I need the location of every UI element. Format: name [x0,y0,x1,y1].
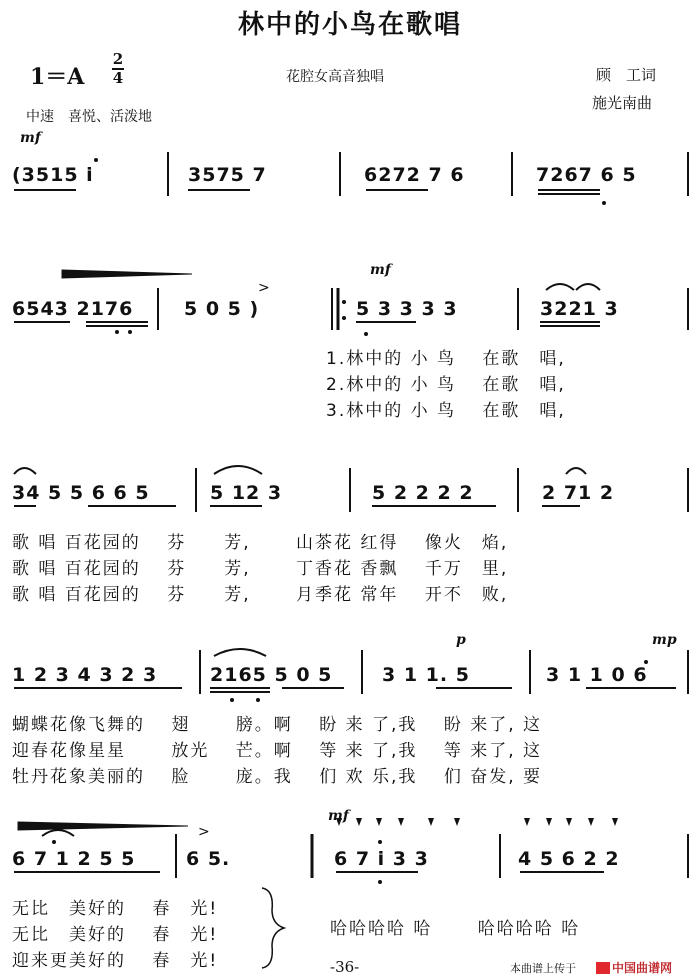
brand-icon [596,962,610,974]
measure-2-2: 5 0 5 ) [184,298,260,320]
measure-1-3: 6272 7 6 [364,164,465,186]
dynamic-marking: p [456,632,466,648]
dynamic-marking: mf [370,262,391,278]
measure-1-1: (3515 i [12,164,94,186]
measure-4-4: 3 1 1 0 6 [546,664,648,686]
verse-3-line-a: 3.林中的 小 鸟 在歌 唱, [326,401,566,421]
lyricist-credit: 顾 工词 [596,66,657,84]
genre-label: 花腔女高音独唱 [286,69,384,85]
measure-3-4: 2 71 2 [542,482,615,504]
measure-3-1: 34 5 5 6 6 5 [12,482,150,504]
refrain-lyrics: 哈哈哈哈 哈 哈哈哈哈 哈 [330,919,581,939]
time-signature-top: 2 [112,50,124,68]
measure-5-4: 4 5 6 2 2 [518,848,620,870]
footer-upload-note: 本曲谱上传于 [510,962,576,975]
verse-2-line-a: 2.林中的 小 鸟 在歌 唱, [326,375,566,395]
measure-4-1: 1 2 3 4 3 2 3 [12,664,158,686]
measure-2-3: 5 3 3 3 3 [356,298,458,320]
dynamic-marking: mp [652,632,677,648]
measure-3-3: 5 2 2 2 2 [372,482,474,504]
brand-logo[interactable] [596,957,672,976]
time-signature-bottom: 4 [112,69,124,87]
dynamic-marking: mf [328,808,349,824]
measure-5-3: 6 7 i 3 3 [334,848,429,870]
verse-2-line-c: 迎春花像星星 放光 芒。啊 等 来 了,我 等 来了, 这 [12,741,543,761]
verse-1-line-d: 无比 美好的 春 光! [12,899,219,919]
verse-1-line-a: 1.林中的 小 鸟 在歌 唱, [326,349,566,369]
measure-5-1: 6 7 1 2 5 5 [12,848,136,870]
measure-3-2: 5 12 3 [210,482,283,504]
measure-2-4: 3221 3 [540,298,619,320]
verse-1-line-b: 歌 唱 百花园的 芬 芳, 山茶花 红得 像火 焰, [12,533,509,553]
brand-name: 中国曲谱网 [612,961,673,975]
verse-1-line-c: 蝴蝶花像飞舞的 翅 膀。啊 盼 来 了,我 盼 来了, 这 [12,715,543,735]
key-signature: 1＝A [30,64,85,90]
verse-2-line-d: 无比 美好的 春 光! [12,925,219,945]
measure-5-2: 6 5. [186,848,231,870]
measure-2-1: 6543 2176 [12,298,134,320]
measure-1-4: 7267 6 5 [536,164,637,186]
measure-4-3: 3 1 1. 5 [382,664,470,686]
dynamic-marking: mf [20,130,41,146]
accent-mark: > [198,824,210,840]
composer-credit: 施光南曲 [592,94,653,112]
verse-3-line-d: 迎来更美好的 春 光! [12,951,219,971]
verse-3-line-b: 歌 唱 百花园的 芬 芳, 月季花 常年 开不 败, [12,585,509,605]
verse-2-line-b: 歌 唱 百花园的 芬 芳, 丁香花 香飘 千万 里, [12,559,509,579]
accent-mark: > [258,280,270,296]
verse-3-line-c: 牡丹花象美丽的 脸 庞。我 们 欢 乐,我 们 奋发, 要 [12,767,543,787]
measure-4-2: 2165 5 0 5 [210,664,333,686]
tempo-marking: 中速 喜悦、活泼地 [26,109,152,125]
page-number: -36- [330,958,360,976]
page-title: 林中的小鸟在歌唱 [237,10,462,40]
measure-1-2: 3575 7 [188,164,267,186]
